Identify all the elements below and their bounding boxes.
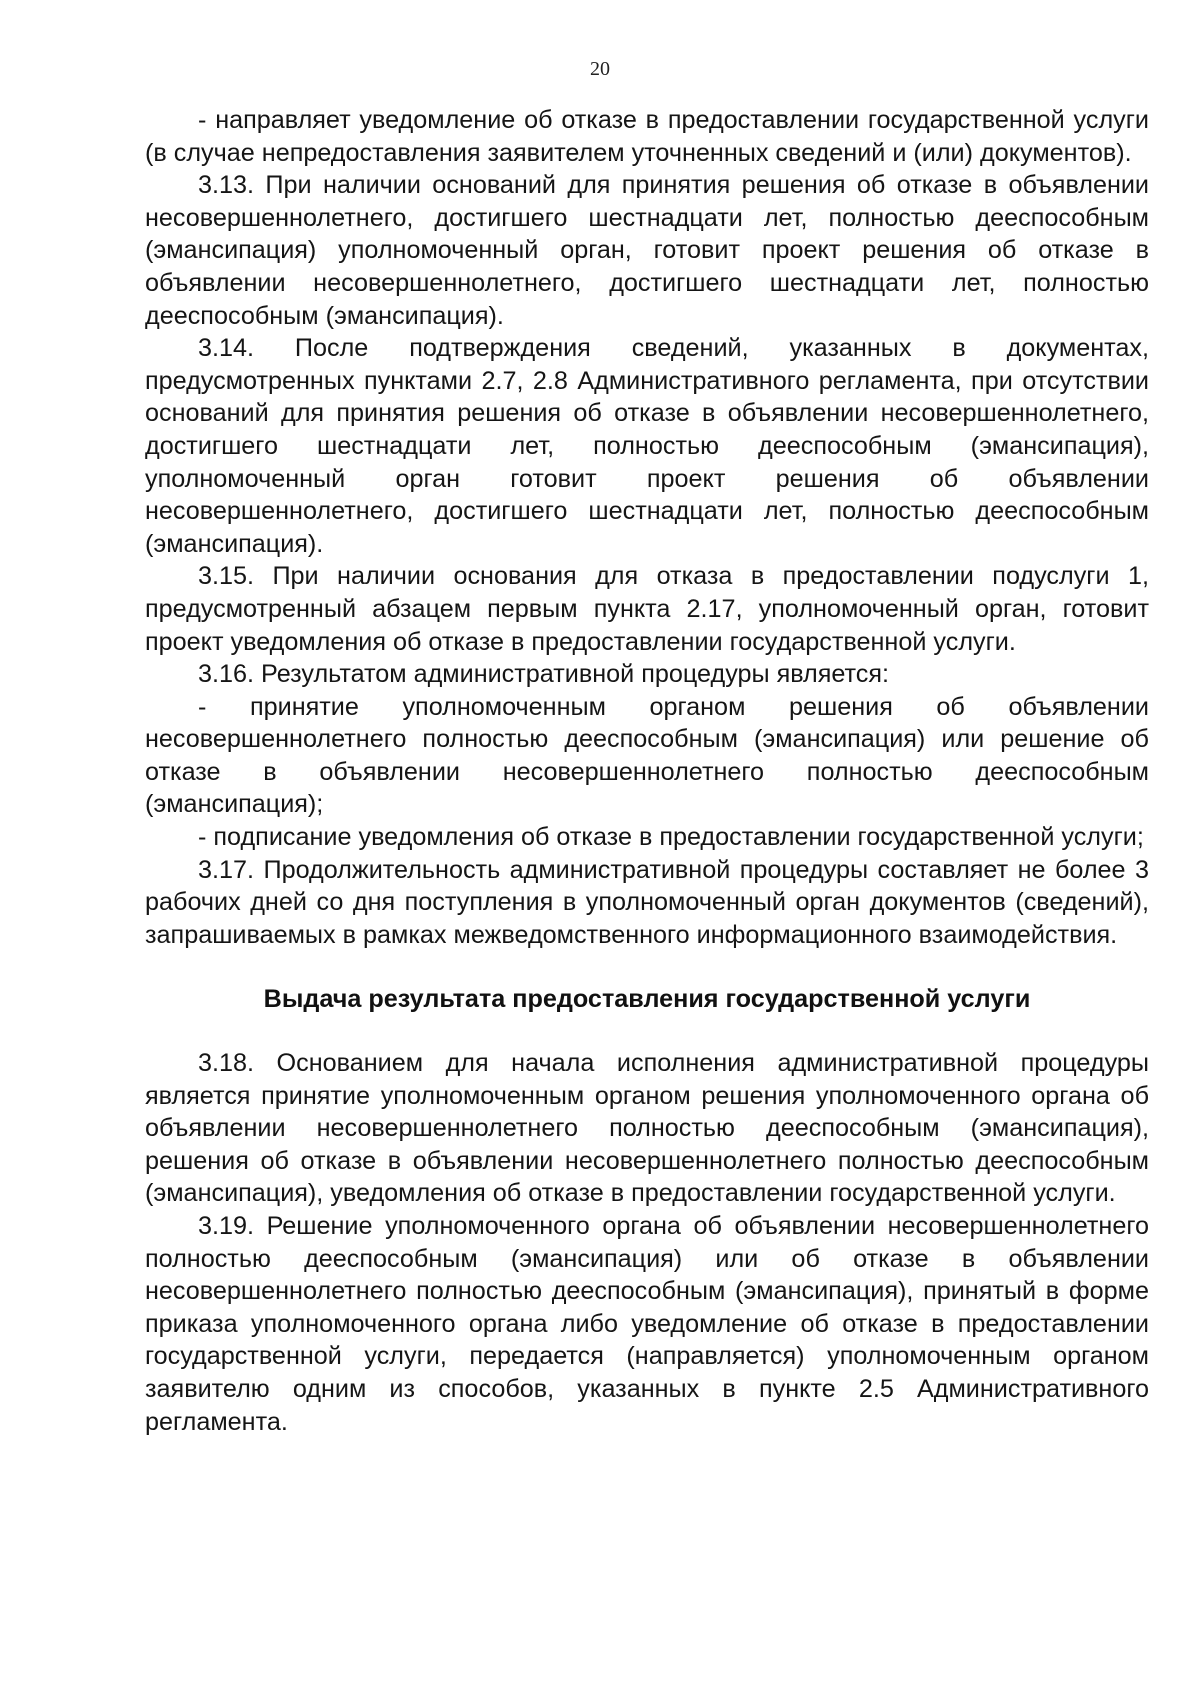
paragraph-refusal-notice: - направляет уведомление об отказе в предоставлении государственной услуги (в случае непредоставления заявителем уточненных сведений и (или) документов). [145,106,1149,167]
page-number: 20 [590,58,610,80]
paragraph-3-13: 3.13. При наличии оснований для принятия решения об отказе в объявлении несовершеннолетнего, достигшего шестнадцати лет, полностью дееспособным (эмансипация) уполномоченный орган, готовит проект решения об отказе в объявлении несовершеннолетнего, достигшего шестнадцати лет, полностью дееспособным (эмансипация). [145,171,1149,330]
document-body [145,104,1149,1438]
section-heading: Выдача результата предоставления государственной услуги [263,985,1031,1014]
paragraph-3-14: 3.14. После подтверждения сведений, указанных в документах, предусмотренных пунктами 2.7, 2.8 Административного регламента, при отсутствии оснований для принятия решения об отказе в объявлении несовершеннолетнего, достигшего шестнадцати лет, полностью дееспособным (эмансипация), уполномоченный орган готовит проект решения об объявлении несовершеннолетнего, достигшего шестнадцати лет, полностью дееспособным (эмансипация). [145,334,1149,558]
paragraph-3-16: 3.16. Результатом административной процедуры является: [198,660,890,689]
paragraph-3-17: 3.17. Продолжительность административной процедуры составляет не более 3 рабочих дней со дня поступления в уполномоченный орган документов (сведений), запрашиваемых в рамках межведомственного информационного взаимодействия. [145,855,1149,949]
paragraph-3-15: 3.15. При наличии основания для отказа в предоставлении подуслуги 1, предусмотренный абзацем первым пункта 2.17, уполномоченный орган, готовит проект уведомления об отказе в предоставлении государственной услуги. [145,562,1149,656]
paragraph-3-19: 3.19. Решение уполномоченного органа об объявлении несовершеннолетнего полностью дееспособным (эмансипация) или об отказе в объявлении несовершеннолетнего полностью дееспособным (эмансипация), принятый в форме приказа уполномоченного органа либо уведомление об отказе в предоставлении государственной услуги, передается (направляется) уполномоченным органом заявителю одним из способов, указанных в пункте 2.5 Административного регламента. [145,1212,1149,1436]
paragraph-3-16-item-signing: - подписание уведомления об отказе в предоставлении государственной услуги; [198,823,1144,852]
paragraph-3-18: 3.18. Основанием для начала исполнения административной процедуры является принятие уполномоченным органом решения уполномоченного органа об объявлении несовершеннолетнего полностью дееспособным (эмансипация), решения об отказе в объявлении несовершеннолетнего полностью дееспособным (эмансипация), уведомления об отказе в предоставлении государственной услуги. [145,1049,1149,1208]
paragraph-3-16-item-decision: - принятие уполномоченным органом решения об объявлении несовершеннолетнего полностью дееспособным (эмансипация) или решение об отказе в объявлении несовершеннолетнего полностью дееспособным (эмансипация); [145,692,1149,819]
